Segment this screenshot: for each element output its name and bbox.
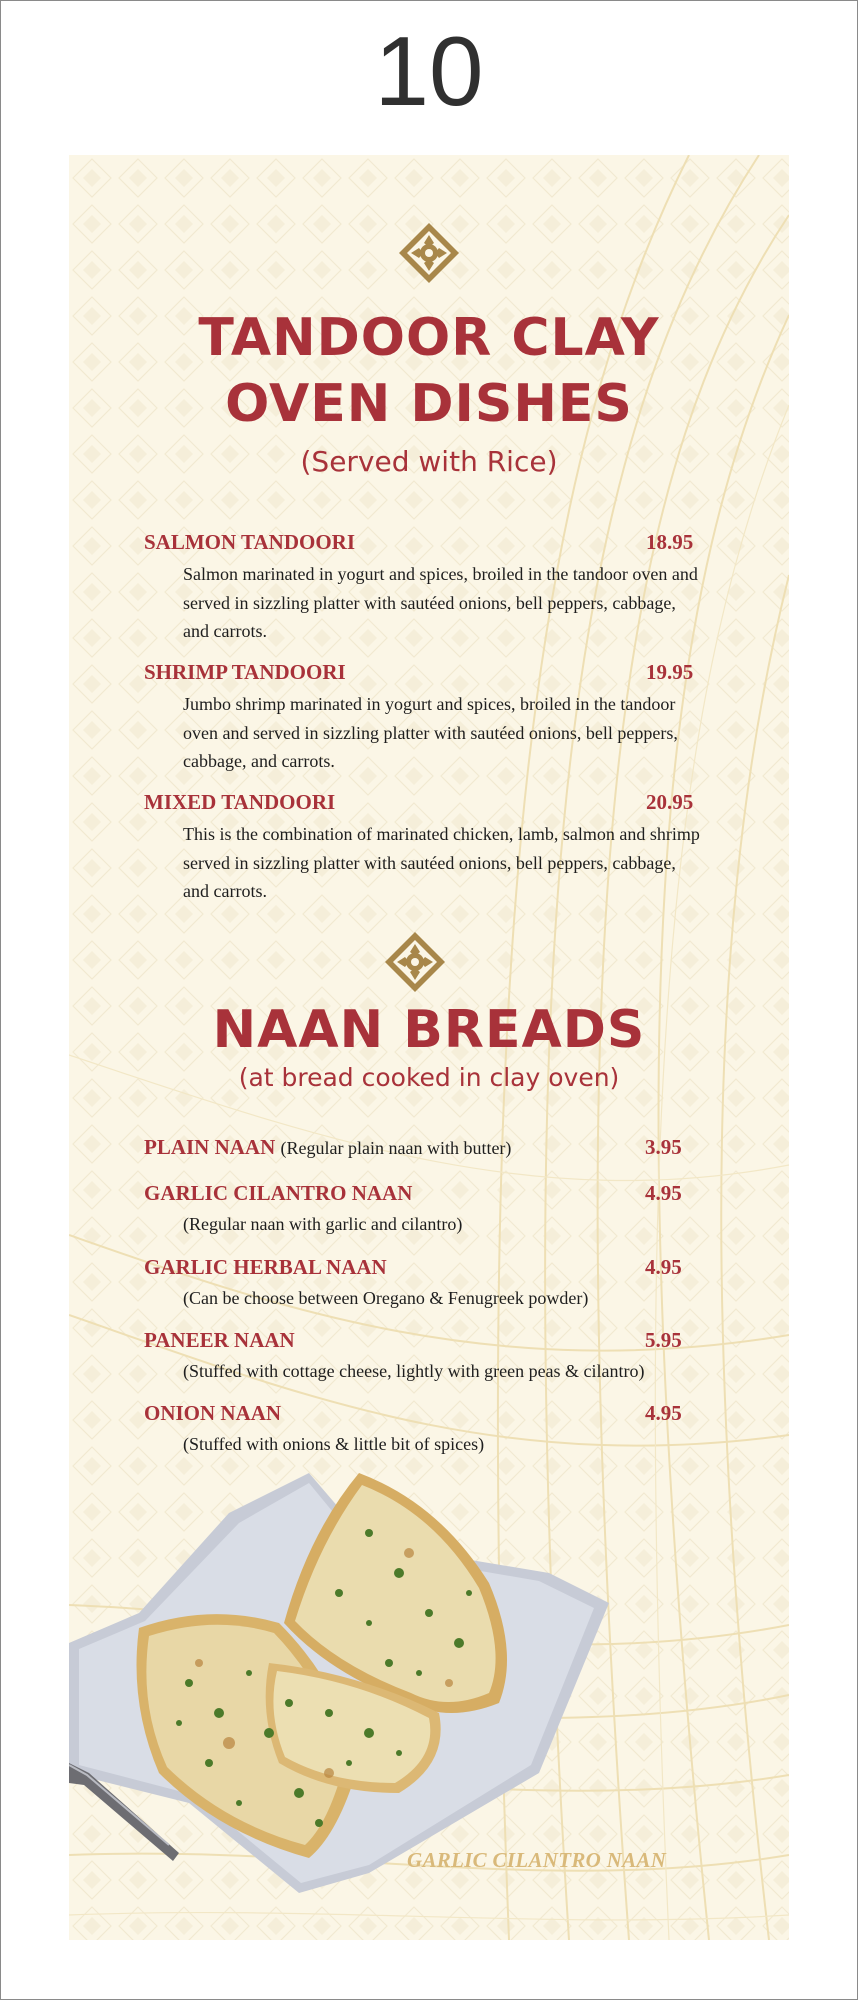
menu-item-description: (Can be choose between Oregano & Fenugreek powder) bbox=[183, 1288, 589, 1308]
photo-caption: GARLIC CILANTRO NAAN bbox=[407, 1848, 667, 1872]
page-number: 10 bbox=[374, 16, 484, 126]
menu-item-price: 4.95 bbox=[645, 1401, 682, 1425]
menu-item-description: This is the combination of marinated chicken, lamb, salmon and shrimp served in sizzling platter with sautéed onions, bell peppers, cabbage, and carrots. bbox=[183, 824, 700, 901]
tandoor-title-line1: TANDOOR CLAY bbox=[198, 308, 660, 368]
menu-item-price: 19.95 bbox=[646, 660, 694, 684]
menu-item-price: 3.95 bbox=[645, 1135, 682, 1159]
menu-item-price: 4.95 bbox=[645, 1255, 682, 1279]
menu-item-name: PANEER NAAN bbox=[144, 1328, 295, 1352]
menu-item-price: 4.95 bbox=[645, 1181, 682, 1205]
naan-title: NAAN BREADS bbox=[212, 1000, 646, 1060]
menu-item-description: (Regular naan with garlic and cilantro) bbox=[183, 1214, 463, 1234]
menu-item-name: SHRIMP TANDOORI bbox=[144, 660, 346, 684]
menu-panel bbox=[69, 155, 789, 1940]
menu-item-name: GARLIC CILANTRO NAAN bbox=[144, 1181, 413, 1205]
tandoor-title-line2: OVEN DISHES bbox=[225, 374, 633, 434]
menu-item-description: Salmon marinated in yogurt and spices, broiled in the tandoor oven and served in sizzling platter with sautéed onions, bell peppers, cabbage, and carrots. bbox=[183, 564, 698, 641]
menu-item-price: 18.95 bbox=[646, 530, 694, 554]
naan-subtitle: (at bread cooked in clay oven) bbox=[238, 1063, 620, 1092]
menu-item-name bbox=[144, 1135, 511, 1160]
menu-item-price: 5.95 bbox=[645, 1328, 682, 1352]
ornament-icon bbox=[383, 930, 447, 994]
menu-item-name: MIXED TANDOORI bbox=[144, 790, 336, 814]
menu-item-name: ONION NAAN bbox=[144, 1401, 282, 1425]
menu-item-description: (Stuffed with onions & little bit of spices) bbox=[183, 1434, 485, 1454]
menu-item-description: (Stuffed with cottage cheese, lightly with green peas & cilantro) bbox=[183, 1361, 645, 1381]
tandoor-subtitle: (Served with Rice) bbox=[300, 445, 558, 478]
menu-item-description: (Regular plain naan with butter) bbox=[280, 1138, 512, 1158]
menu-item-description: Jumbo shrimp marinated in yogurt and spices, broiled in the tandoor oven and served in sizzling platter with sautéed onions, bell peppers, cabbage, and carrots. bbox=[183, 694, 678, 771]
ornament-icon bbox=[397, 221, 461, 285]
menu-item-name: SALMON TANDOORI bbox=[144, 530, 355, 554]
menu-item-name: GARLIC HERBAL NAAN bbox=[144, 1255, 387, 1279]
menu-item-name-text: PLAIN NAAN bbox=[144, 1135, 276, 1159]
menu-item-price: 20.95 bbox=[646, 790, 694, 814]
